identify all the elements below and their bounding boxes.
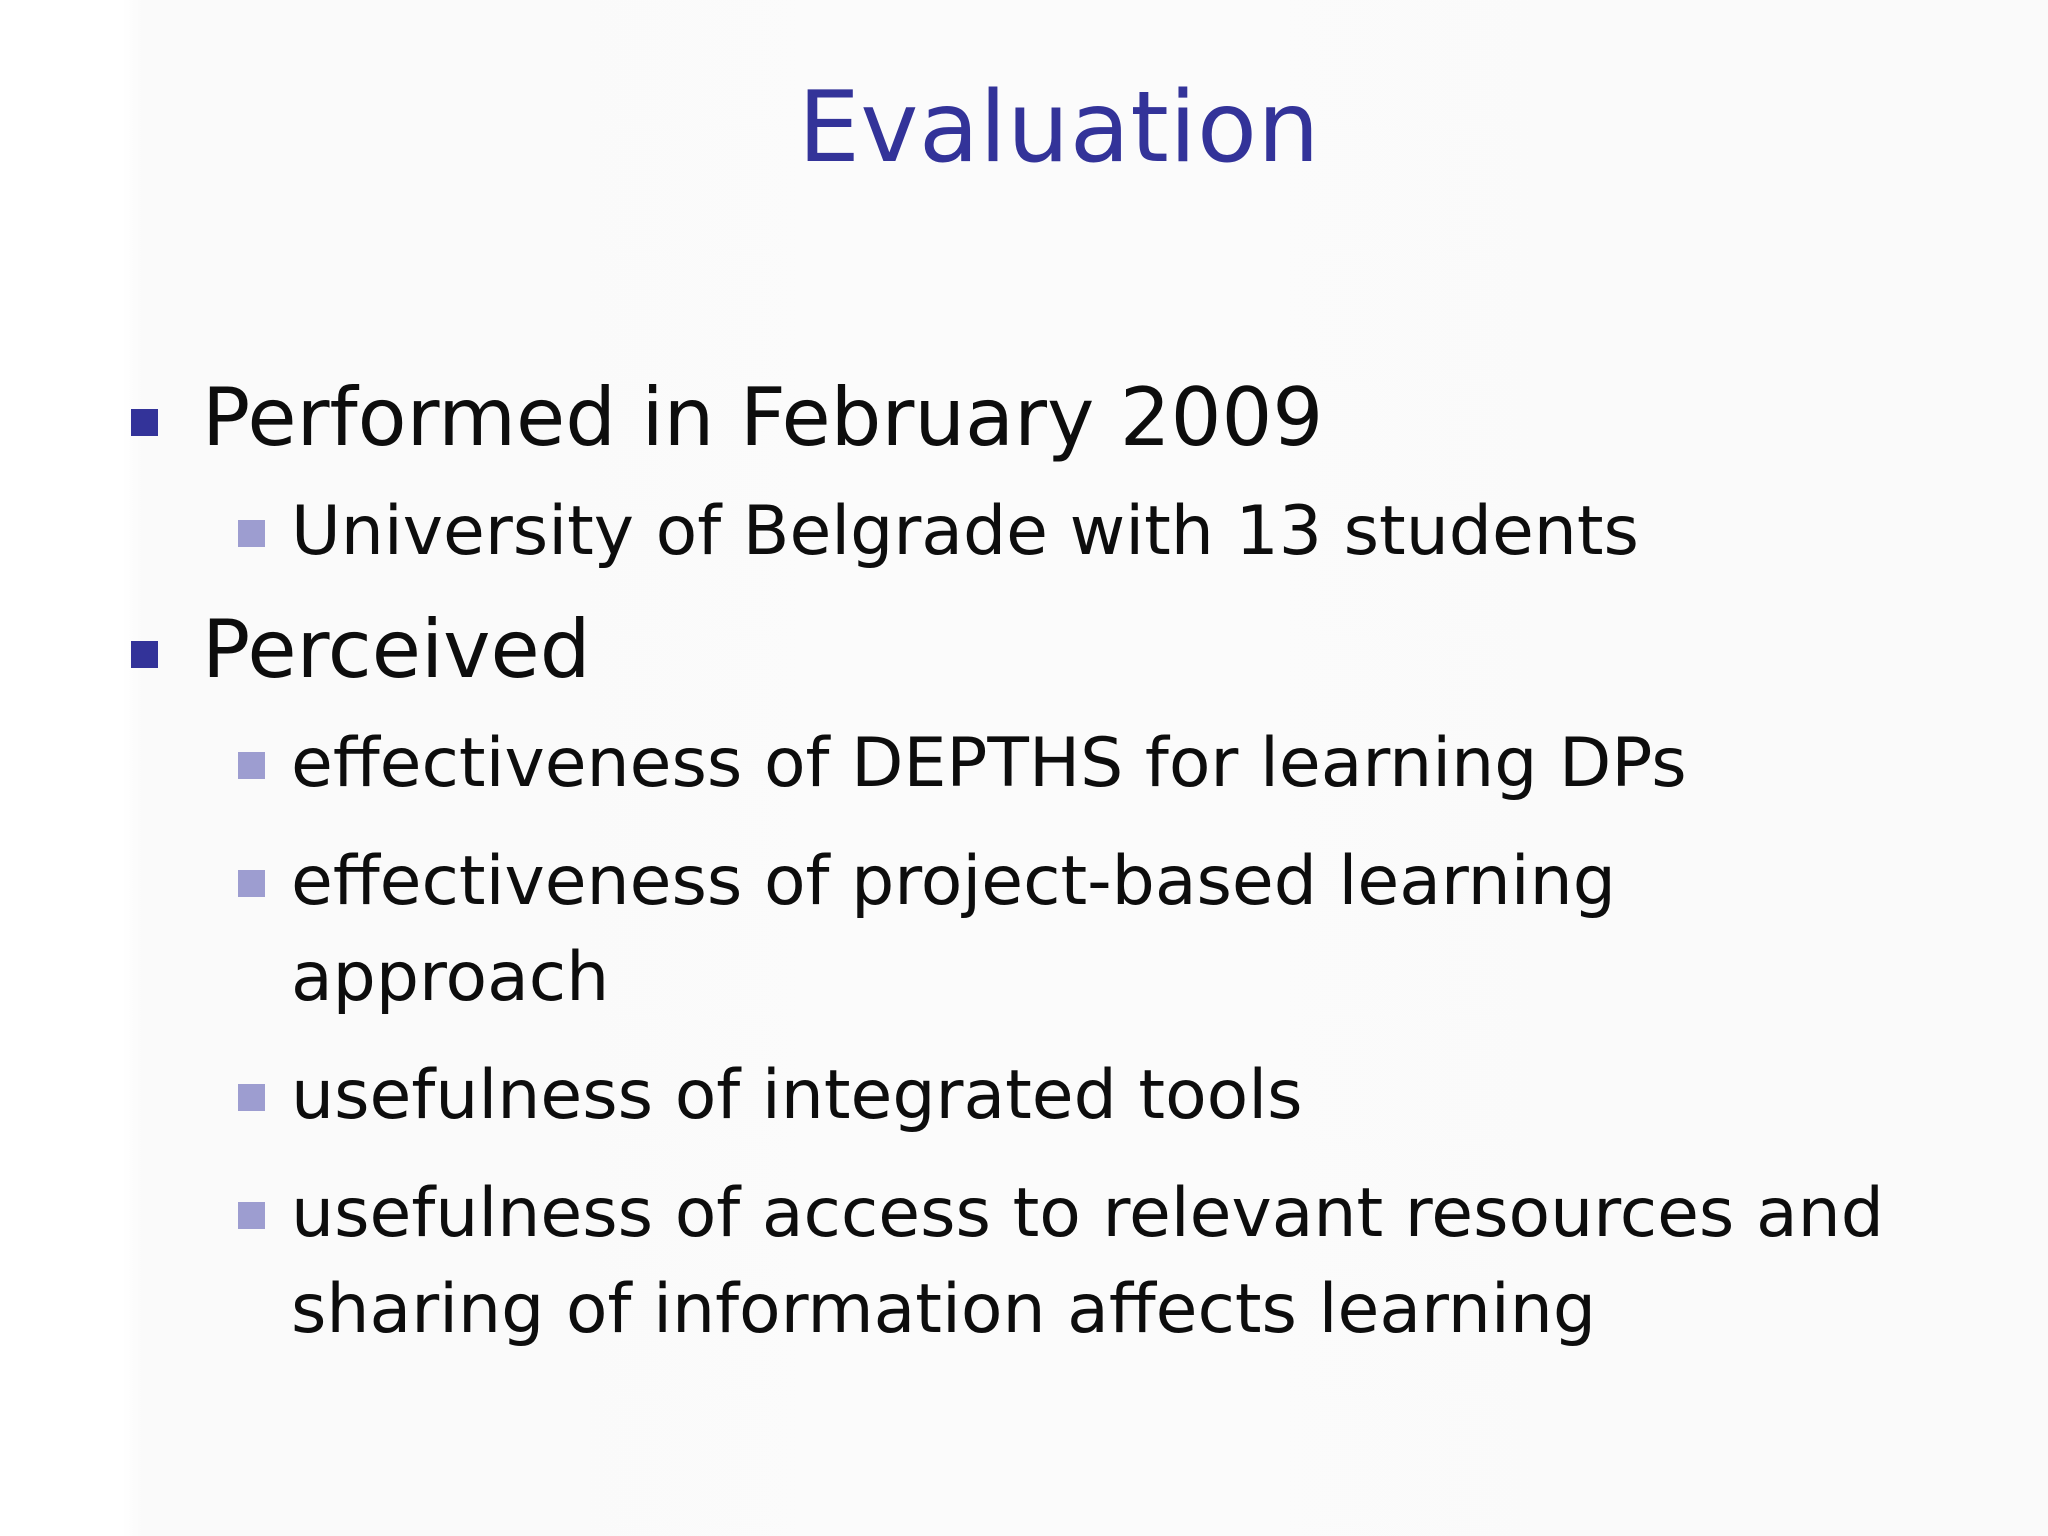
square-bullet-icon [238, 1084, 265, 1111]
sub-bullet-text: effectiveness of DEPTHS for learning DPs [291, 724, 1687, 803]
square-bullet-icon [238, 520, 265, 547]
bullet-text: Performed in February 2009 [202, 371, 1324, 464]
sub-bullet-item [238, 716, 1901, 812]
square-bullet-icon [238, 1202, 265, 1229]
sub-bullet-item [238, 834, 1901, 1026]
sub-bullet-item [238, 1048, 1901, 1144]
sub-bullet-item [238, 1166, 1901, 1358]
square-bullet-icon [238, 752, 265, 779]
sub-bullet-text: usefulness of access to relevant resources and sharing of information affects learning [291, 1174, 1884, 1349]
sub-bullet-text: University of Belgrade with 13 students [291, 492, 1639, 571]
sub-bullet-item [238, 484, 1901, 580]
bullet-item-performed [128, 370, 2008, 466]
bullet-text: Perceived [202, 603, 591, 696]
square-bullet-icon [238, 870, 265, 897]
bullet-item-perceived [128, 602, 2008, 698]
square-bullet-icon [131, 409, 158, 436]
square-bullet-icon [131, 641, 158, 668]
sub-bullet-text: effectiveness of project-based learning approach [291, 842, 1616, 1017]
slide-title: Evaluation [797, 71, 1321, 185]
sub-bullet-text: usefulness of integrated tools [291, 1056, 1303, 1135]
slide-body [128, 370, 2008, 1380]
